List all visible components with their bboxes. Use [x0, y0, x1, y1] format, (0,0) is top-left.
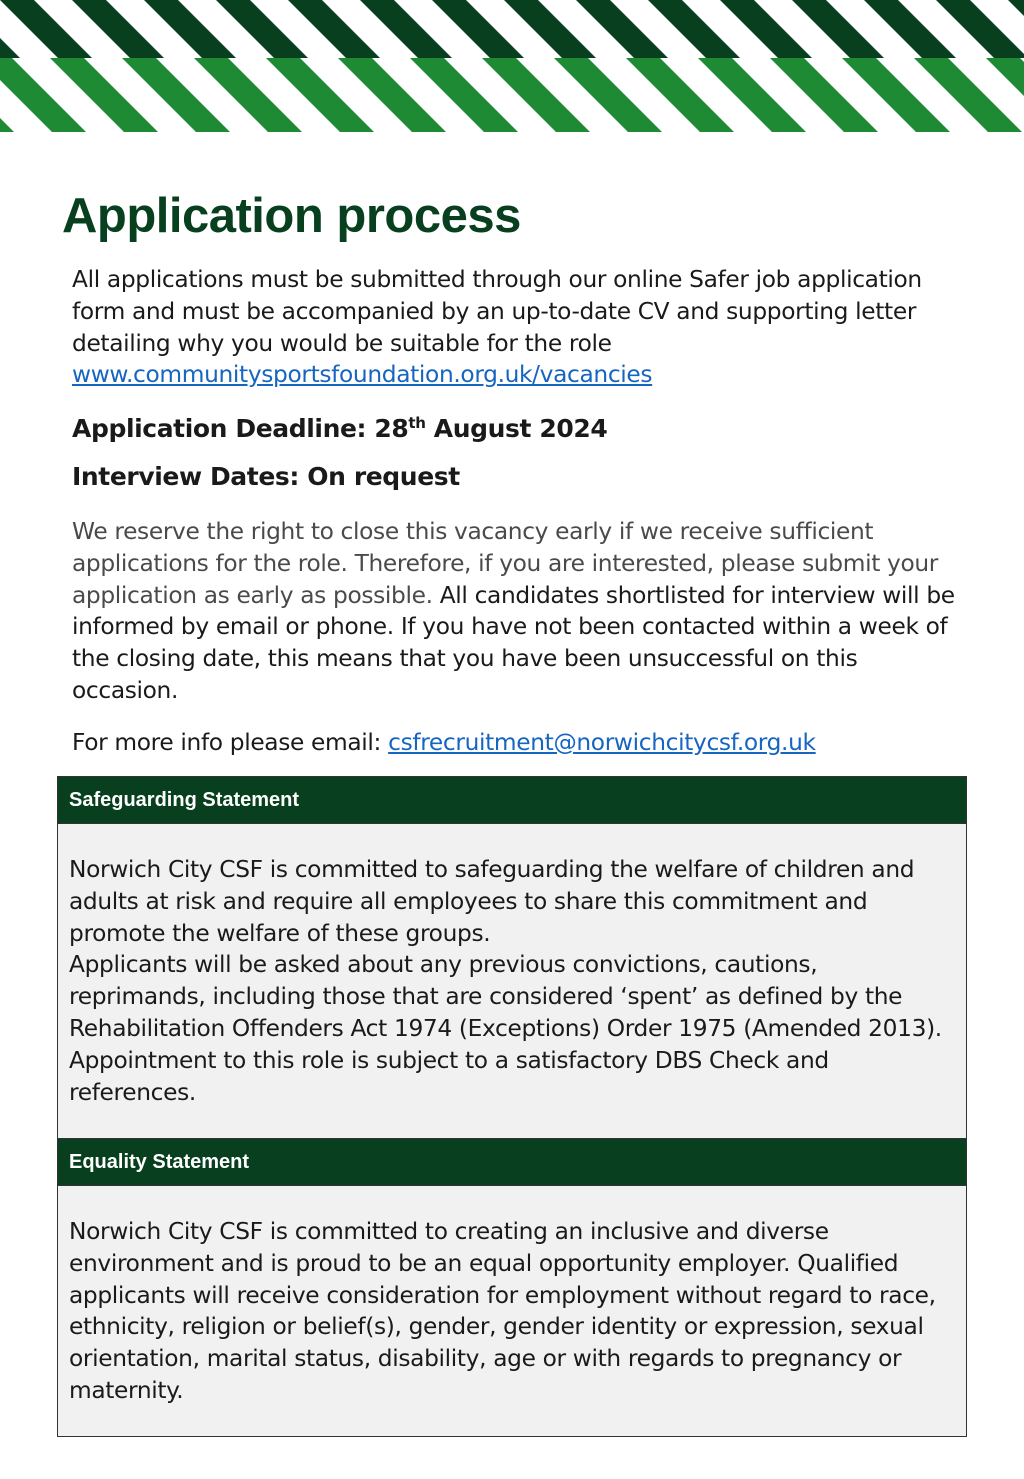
safeguarding-body: [58, 824, 966, 1108]
stripe-dark: [288, 0, 380, 58]
email-link[interactable]: csfrecruitment@norwichcitycsf.org.uk: [388, 729, 816, 756]
striped-banner: [0, 0, 1024, 140]
stripe-dark: [432, 0, 524, 58]
deadline-label: Application Deadline: 28: [72, 414, 409, 443]
stripe-dark: [720, 0, 812, 58]
safeguarding-heading: Safeguarding Statement: [58, 777, 966, 824]
deadline-ordinal: th: [408, 414, 426, 432]
safeguarding-para-2: Applicants will be asked about any previous convictions, cautions, reprimands, including those that are considered ‘spent’ as defined by the Rehabilitation Offenders Act 1974 (Exceptions) Order 1975 (Amended 2013). Appointment to this role is subject to a satisfactory DBS Check and references.: [69, 951, 942, 1106]
intro-paragraph: [72, 264, 962, 391]
safeguarding-para-1: Norwich City CSF is committed to safeguarding the welfare of children and adults at risk and require all employees to share this commitment and promote the welfare of these groups.: [69, 856, 915, 947]
equality-body: [58, 1186, 966, 1407]
interview-dates: Interview Dates: On request: [72, 462, 460, 491]
stripe-dark: [0, 0, 92, 58]
stripe-dark: [144, 0, 236, 58]
stripe-dark: [360, 0, 452, 58]
reserve-paragraph: [72, 516, 962, 707]
reserve-text: All candidates shortlisted for interview will be informed by email or phone. If you have not been contacted within a week of the closing date, this means that you have been unsuccessful on this occasion.: [72, 581, 955, 704]
stripe-dark: [504, 0, 596, 58]
reserve-muted-text: We reserve the right to close this vacancy early if we receive sufficient applications for the role. Therefore, if you are interested, please submit your application as early as possible.: [72, 518, 939, 609]
deadline-rest: August 2024: [425, 414, 608, 443]
safeguarding-box: [57, 776, 967, 1139]
info-label: For more info please email:: [72, 729, 389, 756]
stripe-dark: [936, 0, 1024, 58]
equality-para-1: Norwich City CSF is committed to creating an inclusive and diverse environment and is proud to be an equal opportunity employer. Qualified applicants will receive consideration for employment without regard to race, ethnicity, religion or belief(s), gender, gender identity or expression, sexual orientation, marital status, disability, age or with regards to pregnancy or maternity.: [69, 1218, 936, 1404]
stripe-dark: [792, 0, 884, 58]
stripe-dark: [576, 0, 668, 58]
vacancies-link[interactable]: www.communitysportsfoundation.org.uk/vacancies: [72, 361, 653, 389]
equality-heading: Equality Statement: [58, 1139, 966, 1186]
application-deadline: [72, 414, 607, 443]
equality-box: [57, 1138, 967, 1437]
stripe-dark: [216, 0, 308, 58]
intro-text: All applications must be submitted through our online Safer job application form and must be accompanied by an up-to-date CV and supporting letter detailing why you would be suitable for the role: [72, 266, 922, 357]
stripe-dark: [72, 0, 164, 58]
page-title: Application process: [62, 189, 521, 243]
stripe-dark: [864, 0, 956, 58]
more-info: [72, 727, 962, 759]
stripe-dark: [648, 0, 740, 58]
